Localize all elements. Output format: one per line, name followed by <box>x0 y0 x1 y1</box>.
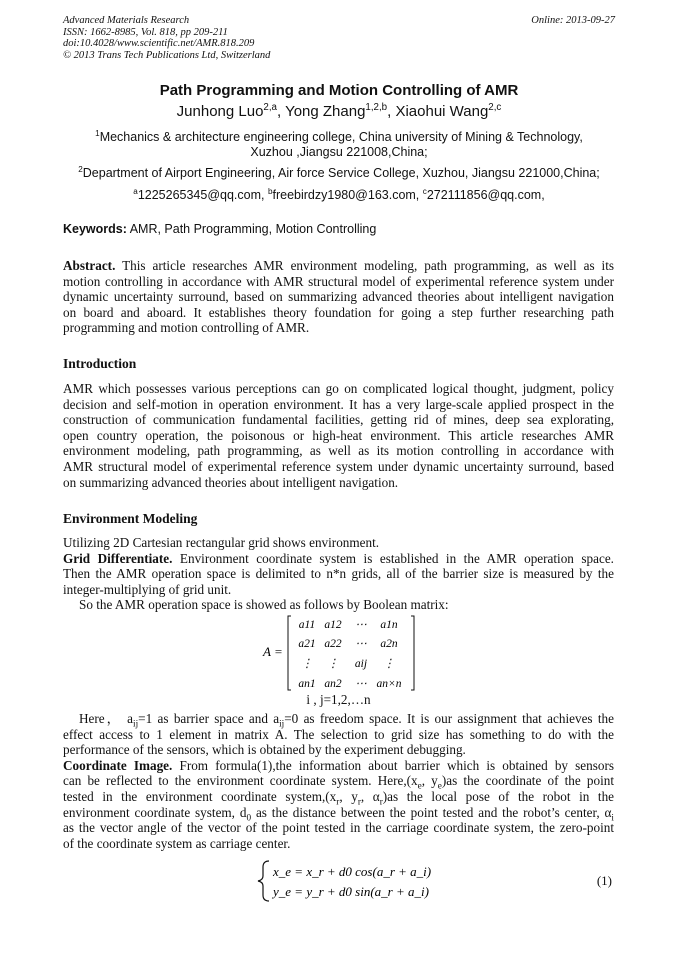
section-heading-introduction: Introduction <box>63 356 137 371</box>
copyright-line: © 2013 Trans Tech Publications Ltd, Switzerland <box>63 49 271 61</box>
equation-line-2: y_e = y_r + d0 sin(a_r + a_i) <box>273 884 429 899</box>
abstract <box>63 258 614 336</box>
aff-sup: 1 <box>95 128 100 138</box>
env-line: effect access to 1 element in matrix A. The selection to grid size has something to do with the <box>63 726 614 742</box>
section-heading-environment-modeling: Environment Modeling <box>63 511 198 526</box>
matrix-cell: a21 <box>298 638 316 650</box>
env-line: Environment coordinate system is established in the AMR operation space. <box>172 550 614 566</box>
intro-line: decision and self-motion in operation environment. It has a very large-scale applied prospect in the <box>63 396 614 412</box>
matrix-cell: a2n <box>380 638 398 650</box>
matrix-cell: an2 <box>324 678 342 690</box>
coord-text: environment coordinate system, d <box>63 804 247 820</box>
email-sup: c <box>422 186 427 196</box>
matrix-cell: ⋮ <box>301 658 313 670</box>
matrix-cell: ⋯ <box>355 619 367 631</box>
email-b: freebirdzy1980@163.com, <box>272 188 423 202</box>
abstract-line: This article researches AMR environment modeling, path programming, as well as its <box>115 258 614 273</box>
author-name: Xiaohui Wang <box>395 103 489 120</box>
journal-header <box>63 15 270 61</box>
intro-line: on summarizing advanced theories about intelligent navigation. <box>63 474 399 490</box>
env-line: Then the AMR operation space is delimited to n*n grids, all of the barrier size is measured by the <box>63 566 614 582</box>
coord-sub: e <box>437 781 442 792</box>
boolean-matrix <box>255 612 435 694</box>
equation-number: (1) <box>596 873 612 888</box>
env-line: From formula(1),the information about barrier which is obtained by sensors <box>172 757 614 773</box>
coord-text: , α <box>360 788 380 804</box>
grid-label: Grid Differentiate. <box>63 550 173 566</box>
coord-text: , y <box>421 773 438 789</box>
introduction-body <box>63 381 614 490</box>
abstract-label: Abstract. <box>63 258 116 273</box>
equation-1 <box>255 858 435 904</box>
coord-text: as the distance between the point tested and the robot’s center, α <box>251 804 612 820</box>
intro-line: construction of communication fundamental facilities, getting rid of mines, deep sea explorating, <box>63 412 614 428</box>
intro-line: AMR structural model of experimental reference system under dynamic uncertainty surround, based <box>63 458 614 474</box>
environment-body-2 <box>63 711 614 851</box>
matrix-cell: a22 <box>324 638 342 650</box>
coord-label: Coordinate Image. <box>63 757 173 773</box>
equation-brace <box>258 861 269 901</box>
env-line: performance of the sensors, which is obtained by the experiment debugging. <box>63 742 466 758</box>
matrix-cell: an×n <box>376 678 402 690</box>
author-name: Yong Zhang <box>285 103 366 120</box>
matrix-right-bracket <box>411 616 414 690</box>
intro-line: open country operation, the poisonous or high-heat environment. This article researches AMR <box>63 427 614 443</box>
coord-sub: 0 <box>246 812 252 823</box>
affiliation-2 <box>0 166 678 181</box>
coord-text: )as the coordinate of the point <box>441 773 614 789</box>
keywords-text: AMR, Path Programming, Motion Controlling <box>126 222 377 236</box>
env-line: So the AMR operation space is showed as follows by Boolean matrix: <box>79 597 449 613</box>
coord-sub: r <box>379 796 383 807</box>
coord-sub: r <box>357 796 361 807</box>
coord-line-3 <box>63 789 614 805</box>
coord-sub: i <box>611 812 614 823</box>
coord-text: can be reflected to the environment coordinate system. Here,(x <box>63 773 418 789</box>
aff-text: Department of Airport Engineering, Air force Service College, Xuzhou, Jiangsu 221000,China; <box>82 166 600 180</box>
coord-sub: r <box>336 796 340 807</box>
author-sup: 2,c <box>488 102 502 113</box>
coord-line-4 <box>63 805 614 821</box>
matrix-cell: a1n <box>380 619 398 631</box>
email-line <box>0 188 678 203</box>
author-list: Junhong Luo$^{2,a}$, Yong Zhang$^{1,2,b}$, Xiaohui Wang$^{2,c}$ <box>176 102 502 120</box>
aff-text: Mechanics & architecture engineering college, China university of Mining & Technology, <box>99 130 583 144</box>
matrix-cell: an1 <box>298 678 316 690</box>
here-text: =0 as freedom space. It is our assignment that achieves the <box>284 711 614 726</box>
index-range: i , j=1,2,…n <box>306 692 371 707</box>
doi-line: doi:10.4028/www.scientific.net/AMR.818.209 <box>63 38 255 49</box>
matrix-cell: ⋮ <box>383 658 395 670</box>
journal-name: Advanced Materials Research <box>63 15 190 26</box>
intro-line: environment modeling, path programming, as well as its motion controlling in accordance with <box>63 443 614 459</box>
env-line: Utilizing 2D Cartesian rectangular grid shows environment. <box>63 535 380 550</box>
abstract-line: on board and aboard. It establishes theory foundation for going a step further researching path <box>63 304 614 320</box>
aff-text: Xuzhou ,Jiangsu 221008,China; <box>250 145 428 159</box>
abstract-line: dynamic uncertainty surround, based on summarizing advanced theories about intelligent navigation <box>63 289 614 305</box>
online-date: Online: 2013-09-27 <box>531 15 615 26</box>
aff-sup: 2 <box>78 164 83 174</box>
matrix-cell: ⋯ <box>355 638 367 650</box>
affiliation-1 <box>0 130 678 160</box>
issn-line: ISSN: 1662-8985, Vol. 818, pp 209-211 <box>63 26 228 38</box>
env-line: integer-multiplying of grid unit. <box>63 581 232 597</box>
email-a: 1225265345@qq.com, <box>137 188 268 202</box>
equation-line-1: x_e = x_r + d0 cos(a_r + a_i) <box>273 864 432 879</box>
env-line: of the coordinate system as carriage center. <box>63 835 291 851</box>
matrix-cell: a11 <box>298 619 316 631</box>
matrix-lhs: A = <box>263 644 283 659</box>
here-sub: ij <box>279 718 285 729</box>
email-c: 272111856@qq.com, <box>426 188 545 202</box>
matrix-cell: a12 <box>324 619 342 631</box>
here-text: =1 as barrier space and a <box>138 711 280 726</box>
matrix-left-bracket <box>288 616 291 690</box>
email-sup: b <box>267 186 273 196</box>
coord-sub: e <box>417 781 422 792</box>
coord-text: tested in the environment coordinate system,(x <box>63 788 337 804</box>
author-sup: 2,a <box>263 102 277 113</box>
keywords-label: Keywords: <box>63 222 127 236</box>
intro-line: AMR which possesses various perceptions can go on complicated logical thought, judgment, policy <box>63 381 614 396</box>
env-line: as the vector angle of the vector of the point tested in the carriage coordinate system, the zero-point <box>63 820 614 836</box>
environment-body-1 <box>63 535 614 613</box>
author-name: Junhong Luo <box>176 103 264 120</box>
matrix-cell: aij <box>354 658 368 670</box>
coord-text: , y <box>339 788 358 804</box>
matrix-cell: ⋮ <box>327 658 339 670</box>
paper-title: Path Programming and Motion Controlling of AMR <box>159 82 519 99</box>
keywords <box>63 222 376 236</box>
abstract-line: programming and motion controlling of AMR. <box>63 320 310 336</box>
coord-text: )as the local pose of the robot in the <box>382 788 615 804</box>
abstract-line: motion controlling in accordance with AMR structural model of experimental reference system under <box>63 273 614 289</box>
here-line <box>63 711 614 727</box>
coord-line-2 <box>63 773 614 792</box>
here-text: Here， a <box>79 711 134 726</box>
email-sup: a <box>133 186 138 196</box>
matrix-cell: ⋯ <box>355 678 367 690</box>
author-sup: 1,2,b <box>365 102 388 113</box>
here-sub: ij <box>133 718 139 729</box>
